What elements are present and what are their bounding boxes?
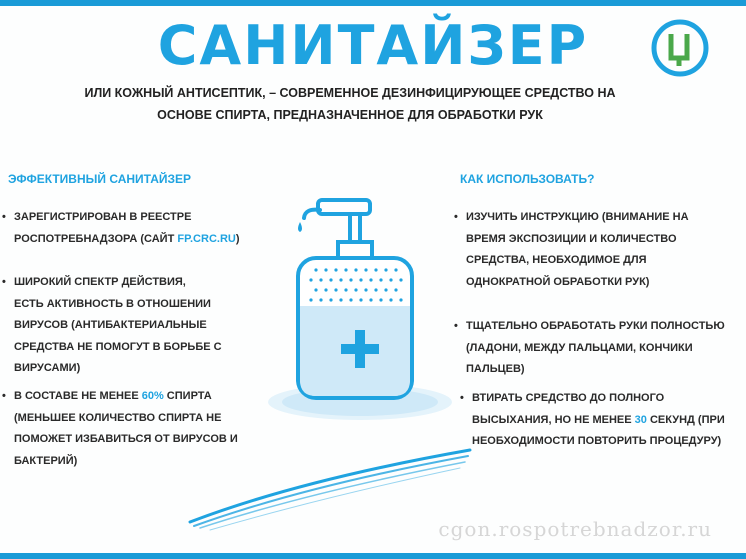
right-column-heading: КАК ИСПОЛЬЗОВАТЬ? — [460, 172, 595, 186]
bullet: • — [2, 211, 6, 223]
right-item-treat-hands — [454, 316, 741, 381]
bullet: • — [2, 390, 6, 402]
site-link-text: FP.CRC.RU — [177, 232, 236, 245]
bullet: • — [454, 211, 458, 223]
right-item-instructions — [454, 207, 741, 293]
left-item-2-line-2: ЕСТЬ АКТИВНОСТЬ В ОТНОШЕНИИ — [14, 297, 211, 310]
right-item-rub — [460, 388, 742, 453]
right-item-1-line-4: ОДНОКРАТНОЙ ОБРАБОТКИ РУК) — [466, 275, 650, 288]
left-item-3-line-3: ПОМОЖЕТ ИЗБАВИТЬСЯ ОТ ВИРУСОВ И — [14, 433, 238, 445]
bullet: • — [2, 276, 6, 288]
left-item-3-line-4: БАКТЕРИЙ) — [14, 454, 78, 467]
subtitle-line-2: ОСНОВЕ СПИРТА, ПРЕДНАЗНАЧЕННОЕ ДЛЯ ОБРАБОТКИ РУК — [157, 108, 543, 122]
left-item-1-line-1: ЗАРЕГИСТРИРОВАН В РЕЕСТРЕ — [14, 211, 192, 223]
page-subtitle — [40, 82, 660, 126]
watermark: cgon.rospotrebnadzor.ru — [438, 517, 712, 541]
left-item-1-line-2: РОСПОТРЕБНАДЗОРА (САЙТ FP.CRC.RU) — [14, 232, 240, 245]
brush-stroke-decoration — [180, 440, 480, 540]
left-item-registered — [2, 207, 254, 250]
bullet: • — [454, 320, 458, 332]
left-item-2-line-4: СРЕДСТВА НЕ ПОМОГУТ В БОРЬБЕ С — [14, 340, 222, 353]
right-item-1-line-1: ИЗУЧИТЬ ИНСТРУКЦИЮ (ВНИМАНИЕ НА — [466, 211, 689, 223]
bullet: • — [460, 392, 464, 404]
right-item-3-line-1: ВТИРАТЬ СРЕДСТВО ДО ПОЛНОГО — [472, 392, 665, 404]
left-item-3-line-1: В СОСТАВЕ НЕ МЕНЕЕ 60% СПИРТА — [14, 390, 212, 402]
page-title: САНИТАЙЗЕР — [157, 14, 589, 77]
left-item-spectrum — [2, 272, 254, 380]
left-item-2-line-5: ВИРУСАМИ) — [14, 362, 81, 374]
top-accent-bar — [0, 0, 746, 6]
alcohol-percent: 60% — [141, 390, 164, 402]
seconds-value: 30 — [634, 413, 647, 426]
subtitle-line-1: ИЛИ КОЖНЫЙ АНТИСЕПТИК, – СОВРЕМЕННОЕ ДЕЗИНФИЦИРУЮЩЕЕ СРЕДСТВО НА — [84, 86, 616, 100]
cgon-logo-icon — [650, 18, 710, 78]
left-item-3-line-2: (МЕНЬШЕЕ КОЛИЧЕСТВО СПИРТА НЕ — [14, 411, 222, 424]
right-item-1-line-3: СРЕДСТВА, НЕОБХОДИМОЕ ДЛЯ — [466, 254, 647, 266]
right-item-2-line-1: ТЩАТЕЛЬНО ОБРАБОТАТЬ РУКИ ПОЛНОСТЬЮ — [466, 320, 725, 332]
bottom-accent-bar — [0, 553, 746, 559]
right-item-2-line-3: ПАЛЬЦЕВ) — [466, 363, 525, 375]
right-item-3-line-3: НЕОБХОДИМОСТИ ПОВТОРИТЬ ПРОЦЕДУРУ) — [472, 435, 722, 447]
right-item-3-line-2: ВЫСЫХАНИЯ, НО НЕ МЕНЕЕ 30 СЕКУНД (ПРИ — [472, 413, 725, 426]
left-item-2-line-3: ВИРУСОВ (АНТИБАКТЕРИАЛЬНЫЕ — [14, 319, 207, 331]
left-column-heading: ЭФФЕКТИВНЫЙ САНИТАЙЗЕР — [8, 172, 192, 186]
right-item-2-line-2: (ЛАДОНИ, МЕЖДУ ПАЛЬЦАМИ, КОНЧИКИ — [466, 341, 693, 354]
right-item-1-line-2: ВРЕМЯ ЭКСПОЗИЦИИ И КОЛИЧЕСТВО — [466, 232, 677, 245]
left-item-2-line-1: ШИРОКИЙ СПЕКТР ДЕЙСТВИЯ, — [14, 276, 186, 288]
sanitizer-bottle-illustration — [260, 180, 460, 430]
